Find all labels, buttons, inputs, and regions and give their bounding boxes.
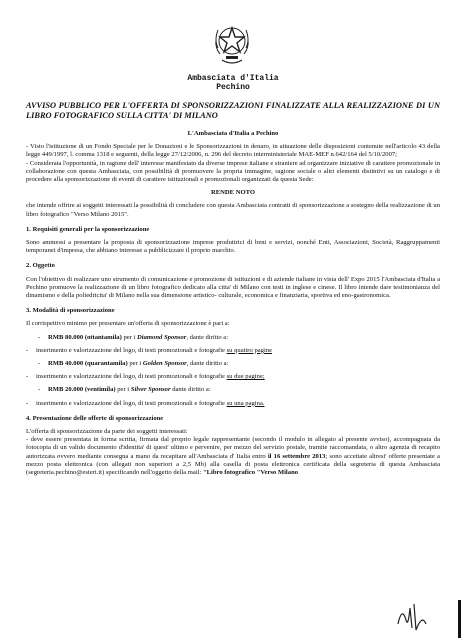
tier-silver-level: Silver Sponsor <box>130 386 171 394</box>
page-edge-mark <box>458 600 461 638</box>
section-2-heading: 2. Oggetto <box>26 262 55 270</box>
section-4-text: - deve essere presentata in forma scritta, firmata dal proprio legale rappresentante (secondo il modulo in allegato al presente avviso), accompagnata da fotocopia di un valido documento d'identita' di quest' ultimo e pervenire, per mezzo del servizio postale, tramite raccomandata, o altro agenzia di recapito autorizzata ovvero mediante consegna a mano da recapitare all'Ambasciata d' Italia entro il 16 settembre 2013; sono accettate altresi' offerte presentate a mezzo posta elettronica (con allegati non superiori a 2,5 Mb) alla casella di posta elettronica certificata della segreteria di questa Ambasciata (segreteria.pechino@esteri.it) specificando nell'oggetto della mail: "Libro fotografico "Verso Milano <box>26 436 440 477</box>
section-3-heading: 3. Modalità di sponsorizzazione <box>26 307 115 315</box>
tier-golden-level: Golden Sponsor <box>142 360 187 368</box>
embassy-city: Pechino <box>216 83 250 92</box>
considerata-paragraph: - Considerata l'opportunità, in ragione dell' interesse manifestato da diverse imprese italiane e straniere ad organizzare iniziative di carattere promozionale in collaborazione con questa Ambasciata, con possibilità di promuovere la propria immagine, ragione sociale o altri elementi distintivi su un catalogo e di procedere alla sponsorizzazione di eventi di carattere istituzionali e promozionali organizzati da questa Sede: <box>26 159 440 184</box>
visto-paragraph: - Visto l'istituzione di un Fondo Speciale per le Donazioni e le Sponsorizzazioni in denaro, in attuazione delle disposizioni contenute nell'articolo 43 della legge 449/1997, l. comma 1318 e seguenti, della legge 27/12/2006, n. 296 del decreto interministeriale MAE-MEF n.642/164 del 5/10/2007; <box>26 143 440 159</box>
tier-silver-amount: RMB 20.000 (ventimila) <box>48 386 116 394</box>
tier-silver-benefit: - inserimento e valorizzazione del logo, di testi promozionali e fotografie su una pagina. <box>26 399 265 407</box>
tier-diamond-benefit: - inserimento e valorizzazione del logo, di testi promozionali e fotografie su quattro pagine <box>26 346 273 354</box>
italian-republic-emblem-icon <box>210 20 254 70</box>
tier-golden: - RMB 40.000 (quarantamila) per i Golden Sponsor, dante diritto a: <box>38 360 229 368</box>
tier-diamond-level: Diamond Sponsor <box>137 333 187 341</box>
tier-golden-benefit: - inserimento e valorizzazione del logo, di testi promozionali e fotografie su due pagine; <box>26 373 265 381</box>
section-4-intro: L'offerta di sponsorizzazione da parte dei soggetti interessati: <box>26 428 188 436</box>
rende-noto-heading: RENDE NOTO <box>210 189 256 197</box>
section-1-text: Sono ammessi a presentare la proposta di sponsorizzazione imprese produttrici di beni e servizi, nonché Enti, Associazioni, Società, Raggruppamenti temporanei d'impresa, che abbiano interesse a pubblicizzare il proprio marchio. <box>26 239 440 255</box>
document-body <box>26 130 440 477</box>
document-title: AVVISO PUBBLICO PER L'OFFERTA DI SPONSORIZZAZIONI FINALIZZATE ALLA REALIZZAZIONE DI UN LIBRO FOTOGRAFICO SULLA CITTA' DI MILANO <box>26 101 440 120</box>
handwritten-initials-signature <box>392 594 432 634</box>
tier-golden-amount: RMB 40.000 (quarantamila) <box>48 360 128 368</box>
section-1-heading: 1. Requisiti generali per la sponsorizzazione <box>26 225 150 233</box>
rende-noto-text: che intende offrire ai soggetti interessati la possibilità di concludere con questa Ambasciata contratti di sponsorizzazione a sostegno della realizzazione di un libro fotografico "Verso Milano 2015". <box>26 202 440 218</box>
section-4-heading: 4. Presentazione delle offerte di sponsorizzazione <box>26 414 164 422</box>
tier-diamond: - RMB 80.000 (ottantamila) per i Diamond Sponsor, dante diritto a: <box>38 333 229 341</box>
tier-silver: - RMB 20.000 (ventimila) per i Silver Sponsor dante diritto a: <box>38 386 211 394</box>
section-2-text: Con l'obiettivo di realizzare uno strumento di comunicazione e promozione di istituzioni e di aziende italiane in vista dell' Expo 2015 l'Ambasciata d'Italia a Pechino promuove la realizzazione di un libro fotografico dedicato alla citta' di Milano con testi in inglese e cinese. Il libro intende dare testimonianza del dinamismo e della poliedricita' di Milano nella sua dimensione artistico- culturale, economica e finanziaria, sportiva ed eno-gastronomica. <box>26 275 440 300</box>
mail-subject: "Libro fotografico "Verso Milano <box>202 469 299 477</box>
signatory: L'Ambasciata d'Italia a Pechino <box>187 130 279 137</box>
embassy-name: Ambasciata d'Italia <box>187 74 279 83</box>
deadline-date: il 16 settembre 2013 <box>267 452 326 460</box>
tier-diamond-amount: RMB 80.000 (ottantamila) <box>48 333 122 341</box>
section-3-intro: Il corrispettivo minimo per presentare un'offerta di sponsorizzazione è pari a: <box>26 320 230 328</box>
